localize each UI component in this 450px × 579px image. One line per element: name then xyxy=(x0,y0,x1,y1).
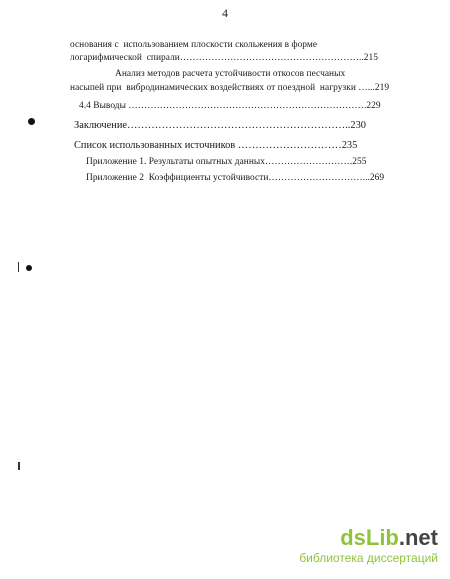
toc-entry-3: Анализ методов расчета устойчивости откосов песчаных xyxy=(115,69,346,79)
scan-mark-middle xyxy=(18,262,19,272)
dslib-watermark xyxy=(268,527,438,565)
logo-part-ds: ds xyxy=(340,525,366,550)
toc-entry-2: логарифмической спирали…………………………………………………..215 xyxy=(70,53,378,63)
toc-entry-6: Заключение………………………………………………………..230 xyxy=(74,120,366,131)
scan-mark-bottom xyxy=(18,462,20,470)
dslib-logo xyxy=(268,527,438,549)
logo-subtitle: библиотека диссертаций xyxy=(299,551,438,565)
toc-entry-9: Приложение 2 Коэффициенты устойчивости…………………………...269 xyxy=(86,173,385,183)
page-number: 4 xyxy=(222,6,228,20)
punch-hole-mark-top xyxy=(28,118,35,125)
toc-entry-5: 4.4 Выводы ………………………………………………………………….229 xyxy=(79,101,381,111)
logo-part-lib: Lib xyxy=(365,525,399,550)
toc-entry-4: насыпей при вибродинамических воздействиях от поездной нагрузки …...219 xyxy=(70,83,390,93)
punch-hole-mark-middle xyxy=(26,265,32,271)
toc-entry-7: Список использованных источников …………………………235 xyxy=(74,140,358,151)
toc-entry-1: основания с использованием плоскости скольжения в форме xyxy=(70,40,318,50)
toc-entry-8: Приложение 1. Результаты опытных данных……………………….255 xyxy=(86,157,367,167)
logo-part-net: .net xyxy=(398,525,438,550)
